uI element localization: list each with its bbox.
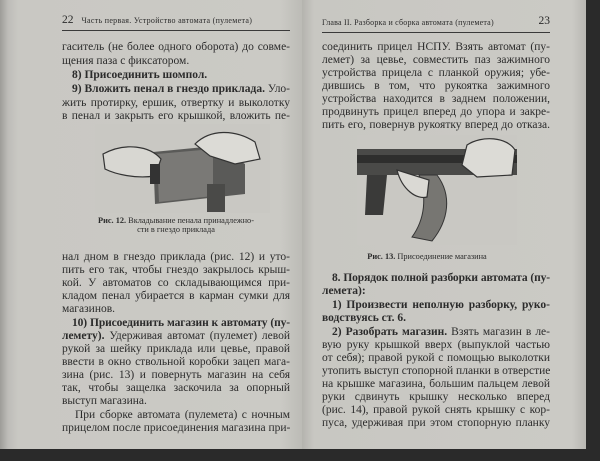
left-page bbox=[0, 0, 302, 449]
text-line: пить его так, чтобы гнездо закрылось крыш- bbox=[62, 264, 290, 276]
right-page bbox=[302, 0, 586, 449]
caption-text: сти в гнездо приклада bbox=[137, 225, 215, 234]
text-line: продвинуть прицел вперед до упора и закре- bbox=[322, 106, 550, 118]
section-heading: 8. Порядок полной разборки автомата (пу- bbox=[332, 272, 550, 284]
section-heading: лемета): bbox=[322, 285, 366, 297]
text-line: прицелом после присоединения магазина при- bbox=[62, 422, 291, 434]
text-line: устройства находится в заднем положении, bbox=[322, 93, 550, 105]
text-fragment: Уло- bbox=[264, 83, 291, 95]
step-1: 1) Произвести неполную разборку, руко- bbox=[332, 299, 550, 311]
text-line: от себя); правой рукой с помощью выколотки bbox=[322, 352, 550, 364]
text-line: гаситель (не более одного оборота) до совме- bbox=[62, 41, 290, 53]
step-2-title: 2) Разобрать магазин. bbox=[332, 326, 448, 338]
running-head-right bbox=[322, 15, 550, 27]
text-fragment: Взять магазин в ле- bbox=[447, 326, 550, 338]
text-line: При сборке автомата (пулемета) с ночным bbox=[75, 409, 290, 421]
figure-12-illustration bbox=[95, 124, 270, 213]
step-9 bbox=[72, 83, 290, 96]
text-line: вую руку крышкой вверх (выпуклой частью bbox=[322, 339, 550, 351]
text-line: соединить прицел НСПУ. Взять автомат (пу- bbox=[322, 41, 550, 53]
text-line: пить его, повернув рукоятку вперед до отказа. bbox=[322, 119, 550, 131]
figure-13-illustration bbox=[357, 135, 517, 245]
running-head-title: Часть первая. Устройство автомата (пулемета) bbox=[81, 16, 253, 25]
text-line: (рис. 14), правой рукой снять крышку с кор- bbox=[322, 404, 550, 416]
text-line: на крышке магазина, большим пальцем левой bbox=[322, 378, 550, 390]
text-line: пуса, удерживая при этом стопорную планку bbox=[322, 417, 550, 429]
text-line: магазинов. bbox=[62, 303, 116, 315]
text-line: жить протирку, ершик, отвертку и выколотку bbox=[62, 97, 290, 109]
running-head-title: Глава II. Разборка и сборка автомата (пулемета) bbox=[322, 18, 494, 27]
figure-label: Рис. 12. bbox=[98, 216, 127, 225]
figure-13-caption bbox=[322, 252, 532, 261]
step-10-title: 10) Присоединить магазин к автомату (пу- bbox=[72, 317, 290, 329]
step-10-title: лемету). bbox=[62, 330, 105, 342]
figure-label: Рис. 13. bbox=[367, 252, 396, 261]
step-1: водствуясь ст. 6. bbox=[322, 312, 406, 324]
page-number: 23 bbox=[538, 15, 550, 27]
text-line: кой. У автоматов со складывающимся при- bbox=[62, 277, 290, 289]
text-line: в пенал и закрыть его крышкой, вложить пе- bbox=[62, 110, 290, 122]
caption-text: Вкладывание пенала принадлежно- bbox=[128, 216, 254, 225]
text-line: устройства прицела с планкой оружия; убе- bbox=[322, 67, 550, 79]
step-10 bbox=[62, 330, 290, 343]
page-number: 22 bbox=[62, 14, 74, 26]
text-line: кладом пенал убирается в карман сумки для bbox=[62, 290, 290, 302]
step-9-title: 9) Вложить пенал в гнездо приклада. bbox=[72, 83, 265, 95]
text-line: зина (рис. 13) и повернуть магазин на себя bbox=[62, 369, 290, 381]
running-head-left bbox=[62, 14, 252, 26]
text-fragment: Удерживая автомат (пулемет) левой bbox=[104, 330, 290, 342]
step-2 bbox=[332, 326, 550, 339]
caption-text: Присоединение магазина bbox=[397, 252, 487, 261]
step-8: 8) Присоединить шомпол. bbox=[72, 69, 208, 81]
text-line: руки сдвинуть крышку несколько вперед bbox=[322, 391, 550, 403]
text-line: лемет) за цевье, совместить паз зажимного bbox=[322, 54, 550, 66]
text-line: выступ магазина. bbox=[62, 395, 147, 407]
figure-12-caption bbox=[62, 216, 290, 234]
text-line: так, чтобы защелка заскочила за опорный bbox=[62, 382, 290, 394]
text-line: ввести в окно ствольной коробки зацеп мага- bbox=[62, 356, 290, 368]
text-line: рукой за шейку приклада или цевье, правой bbox=[62, 343, 290, 355]
text-line: дившись в том, что рукоятка зажимного bbox=[322, 80, 550, 92]
header-rule bbox=[62, 30, 290, 31]
text-line: утопить выступ стопорной планки в отверстие bbox=[322, 365, 551, 377]
text-line: нал дном в гнездо приклада (рис. 12) и уто- bbox=[62, 251, 290, 263]
header-rule bbox=[322, 32, 550, 33]
text-line: щения паза с фиксатором. bbox=[62, 55, 190, 67]
